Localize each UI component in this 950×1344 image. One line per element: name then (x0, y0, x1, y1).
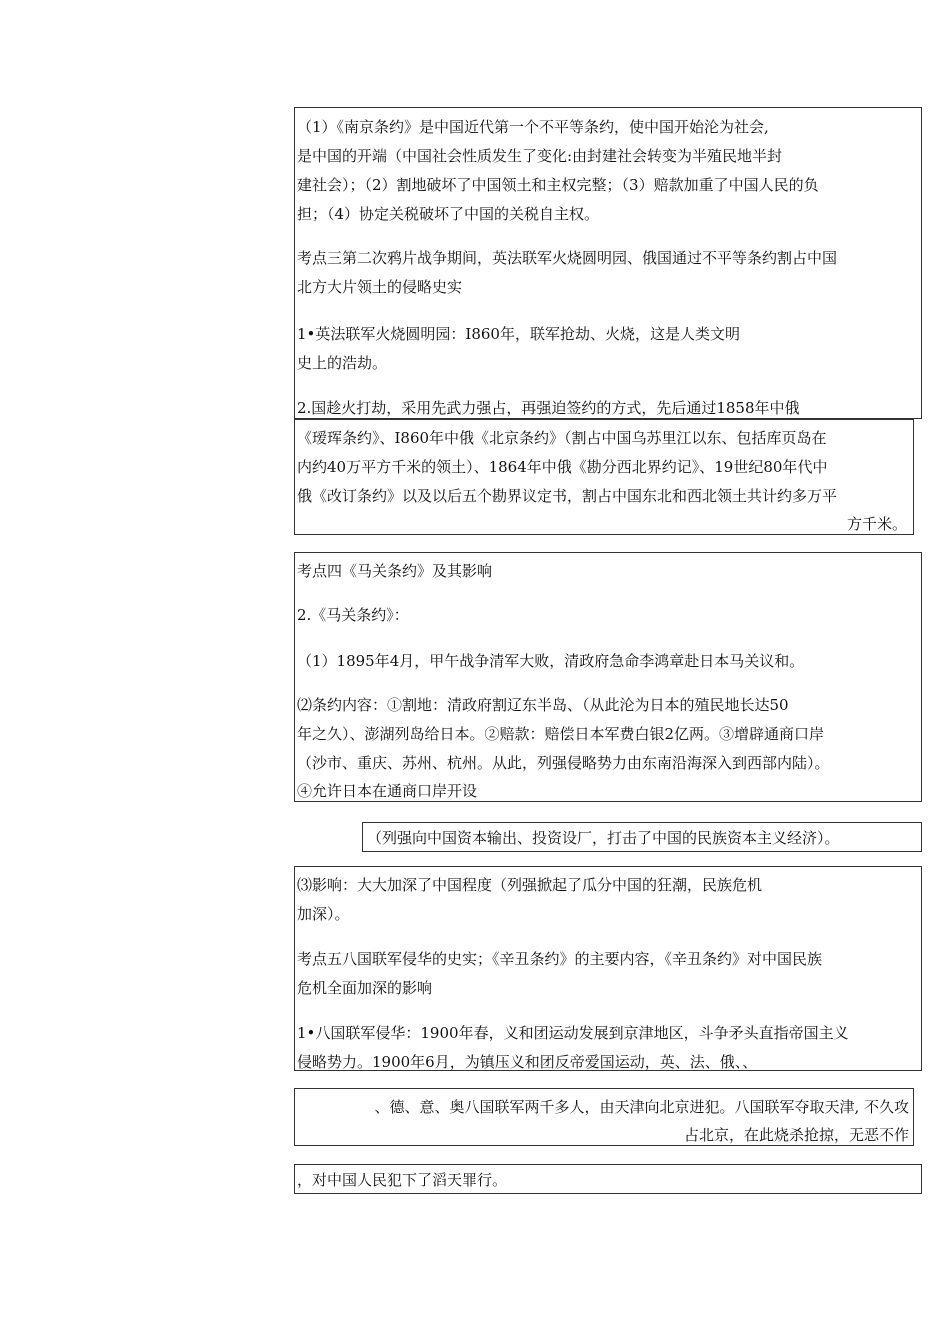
text-line: （1）1895年4月，甲午战争清军大败，清政府急命李鸿章赴日本马关议和。 (297, 652, 805, 670)
section-heading: 考点四《马关条约》及其影响 (297, 562, 493, 580)
text-line: 俄《改订条约》以及以后五个勘界议定书，割占中国东北和西北领土共计约多万平 (297, 487, 838, 505)
text-line: 侵略势力。1900年6月，为镇压义和团反帝爱国运动，英、法、俄、、 (297, 1053, 758, 1071)
text-block-6 (294, 1088, 914, 1146)
text-line: 2.《马关条约》： (297, 606, 409, 624)
text-line: 、德、意、奥八国联军两千多人，由天津向北京进犯。八国联军夺取天津, 不久攻 (374, 1098, 909, 1116)
section-heading: 危机全面加深的影响 (297, 979, 433, 997)
text-line: （沙市、重庆、苏州、杭州。从此，列强侵略势力由东南沿海深入到西部内陆）。 (297, 754, 830, 772)
text-line: 1•八国联军侵华：1900年春，义和团运动发展到京津地区，斗争矛头直指帝国主义 (297, 1024, 849, 1042)
text-line: ⑶影响：大大加深了中国程度（列强掀起了瓜分中国的狂潮，民族危机 (297, 876, 763, 894)
text-line: 是中国的开端（中国社会性质发生了变化:由封建社会转变为半殖民地半封 (297, 147, 783, 165)
text-line: ，对中国人民犯下了滔天罪行。 (297, 1171, 508, 1189)
text-line: （1）《南京条约》是中国近代第一个不平等条约，使中国开始沦为社会, (297, 118, 769, 136)
text-line: 内约40万平方千米的领土）、1864年中俄《勘分西北界约记》、19世纪80年代中 (297, 458, 828, 476)
text-line: ④允许日本在通商口岸开设 (297, 782, 478, 800)
section-heading: 考点五八国联军侵华的史实；《辛丑条约》的主要内容，《辛丑条约》对中国民族 (297, 950, 823, 968)
text-line: 史上的浩劫。 (297, 354, 388, 372)
section-heading: 北方大片领土的侵略史实 (297, 278, 463, 296)
text-block-4 (362, 822, 922, 852)
text-line: 年之久）、澎湖列岛给日本。②赔款：赔偿日本军费白银2亿两。③增辟通商口岸 (297, 725, 825, 743)
text-line: 方千米。 (846, 515, 907, 533)
text-line: （列强向中国资本输出、投资设厂，打击了中国的民族资本主义经济）。 (367, 829, 840, 847)
text-line: 担；（4）协定关税破坏了中国的关税自主权。 (297, 205, 600, 223)
text-block-2 (294, 419, 914, 535)
section-heading: 考点三第二次鸦片战争期间，英法联军火烧圆明园、俄国通过不平等条约割占中国 (297, 249, 838, 267)
text-line: 1•英法联军火烧圆明园：I860年，联军抢劫、火烧，这是人类文明 (297, 325, 740, 343)
text-line: 加深）。 (297, 905, 350, 923)
text-line: 占北京，在此烧杀抢掠，无恶不作 (683, 1126, 909, 1144)
text-block-1 (294, 107, 922, 419)
text-line: ⑵条约内容：①割地：清政府割辽东半岛、（从此沦为日本的殖民地长达50 (297, 696, 789, 714)
text-block-5 (294, 866, 922, 1071)
text-block-7 (294, 1164, 922, 1194)
text-block-3 (294, 552, 922, 802)
text-line: 2.国趁火打劫，采用先武力强占，再强迫签约的方式，先后通过1858年中俄 (297, 399, 800, 417)
text-line: 《瑷珲条约》、I860年中俄《北京条约》（割占中国乌苏里江以东、包括库页岛在 (297, 429, 827, 447)
text-line: 建社会）；（2）割地破坏了中国领土和主权完整；（3）赔款加重了中国人民的负 (297, 176, 819, 194)
